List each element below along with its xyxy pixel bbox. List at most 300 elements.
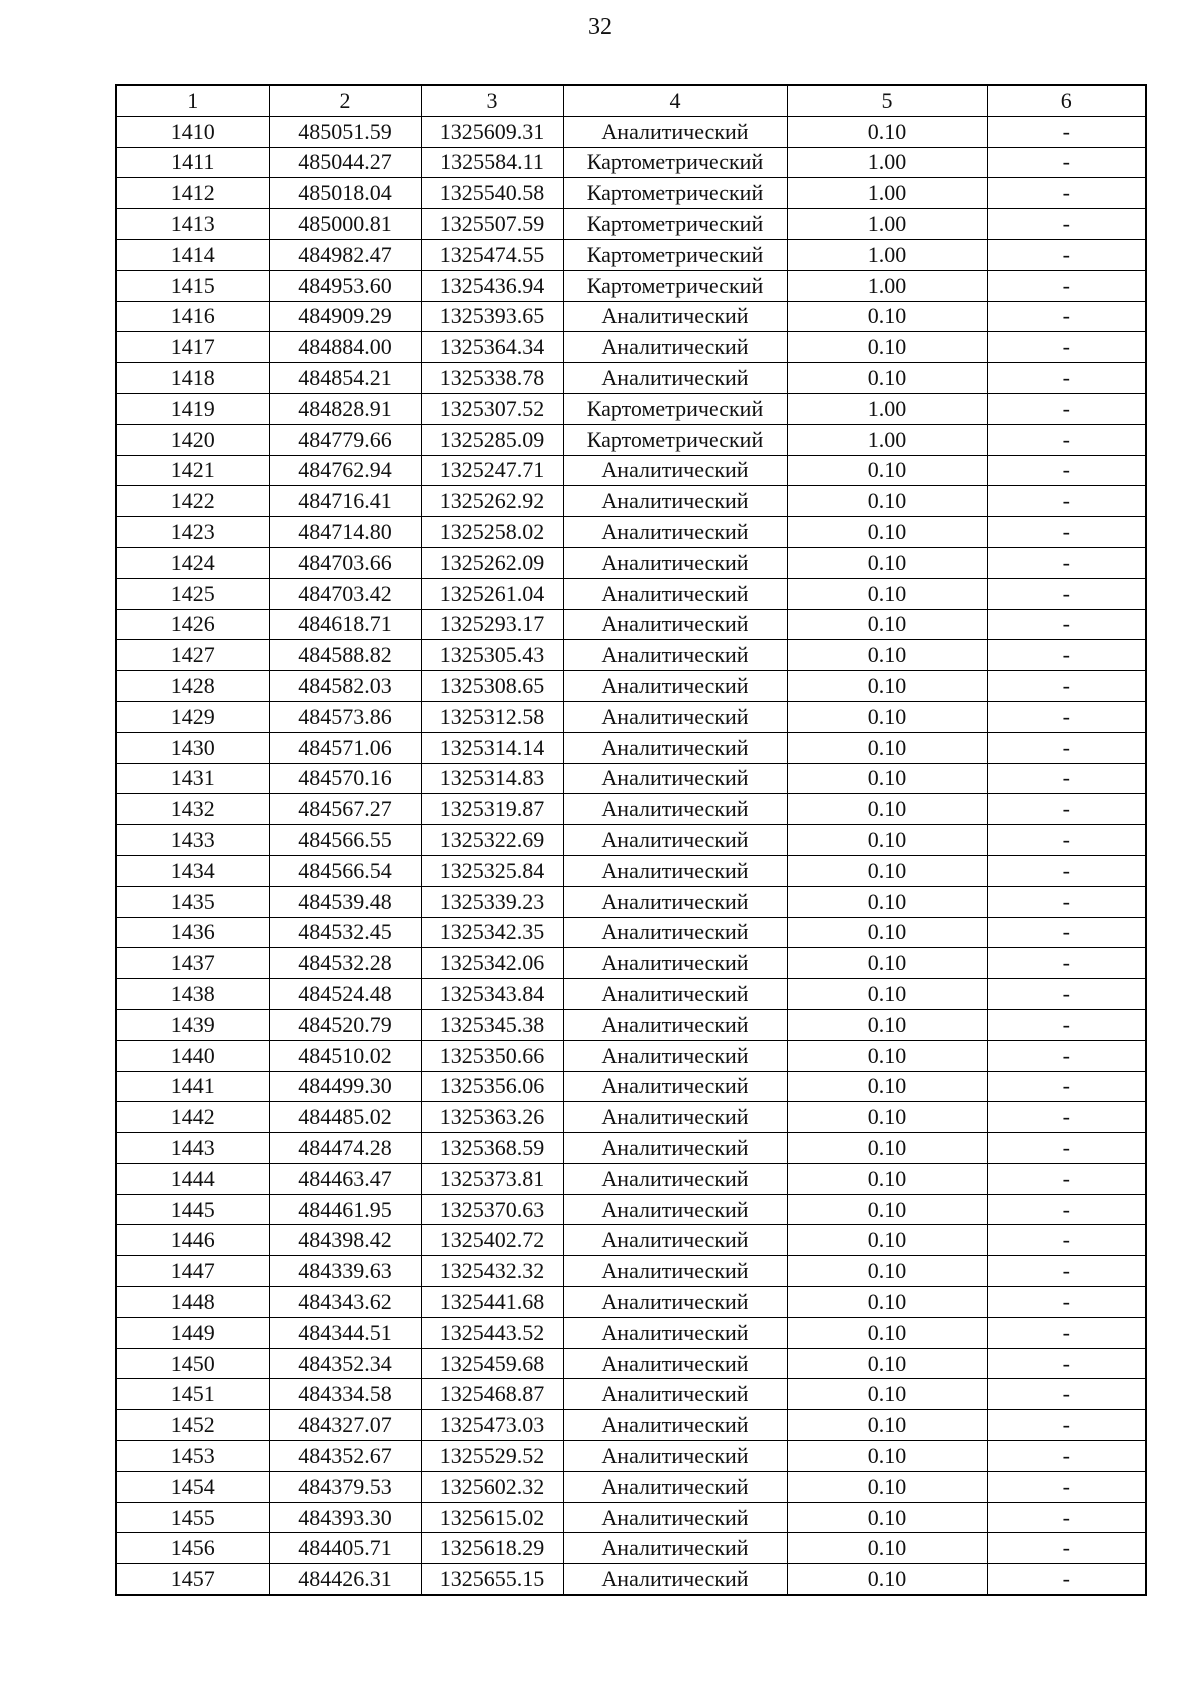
method-cell: Картометрический: [563, 239, 787, 270]
x-coordinate-cell: 484582.03: [269, 671, 421, 702]
x-coordinate-cell: 484532.45: [269, 917, 421, 948]
point-number-cell: 1444: [116, 1163, 269, 1194]
table-row: [116, 147, 1146, 178]
method-cell: Аналитический: [563, 979, 787, 1010]
y-coordinate-cell: 1325468.87: [421, 1379, 563, 1410]
table-row: [116, 701, 1146, 732]
note-cell: -: [987, 239, 1146, 270]
accuracy-cell: 0.10: [787, 1225, 987, 1256]
accuracy-cell: 0.10: [787, 979, 987, 1010]
method-cell: Аналитический: [563, 1410, 787, 1441]
accuracy-cell: 0.10: [787, 486, 987, 517]
method-cell: Аналитический: [563, 1225, 787, 1256]
point-number-cell: 1413: [116, 209, 269, 240]
point-number-cell: 1411: [116, 147, 269, 178]
note-cell: -: [987, 1348, 1146, 1379]
x-coordinate-cell: 484618.71: [269, 609, 421, 640]
y-coordinate-cell: 1325529.52: [421, 1441, 563, 1472]
x-coordinate-cell: 484762.94: [269, 455, 421, 486]
y-coordinate-cell: 1325293.17: [421, 609, 563, 640]
accuracy-cell: 1.00: [787, 393, 987, 424]
y-coordinate-cell: 1325364.34: [421, 332, 563, 363]
x-coordinate-cell: 484588.82: [269, 640, 421, 671]
table-row: [116, 1133, 1146, 1164]
method-cell: Аналитический: [563, 1133, 787, 1164]
method-cell: Аналитический: [563, 1009, 787, 1040]
table-row: [116, 424, 1146, 455]
x-coordinate-cell: 484532.28: [269, 948, 421, 979]
table-row: [116, 1287, 1146, 1318]
accuracy-cell: 0.10: [787, 1071, 987, 1102]
table-row: [116, 979, 1146, 1010]
accuracy-cell: 0.10: [787, 578, 987, 609]
note-cell: -: [987, 825, 1146, 856]
table-row: [116, 1009, 1146, 1040]
x-coordinate-cell: 484571.06: [269, 732, 421, 763]
method-cell: Аналитический: [563, 486, 787, 517]
table-row: [116, 455, 1146, 486]
method-cell: Аналитический: [563, 1441, 787, 1472]
note-cell: -: [987, 1533, 1146, 1564]
accuracy-cell: 1.00: [787, 424, 987, 455]
point-number-cell: 1456: [116, 1533, 269, 1564]
point-number-cell: 1446: [116, 1225, 269, 1256]
y-coordinate-cell: 1325343.84: [421, 979, 563, 1010]
note-cell: -: [987, 855, 1146, 886]
method-cell: Аналитический: [563, 917, 787, 948]
y-coordinate-cell: 1325507.59: [421, 209, 563, 240]
point-number-cell: 1416: [116, 301, 269, 332]
table-row: [116, 671, 1146, 702]
point-number-cell: 1437: [116, 948, 269, 979]
point-number-cell: 1423: [116, 517, 269, 548]
table-row: [116, 209, 1146, 240]
accuracy-cell: 0.10: [787, 517, 987, 548]
note-cell: -: [987, 578, 1146, 609]
note-cell: -: [987, 979, 1146, 1010]
page-number: 32: [588, 14, 612, 40]
method-cell: Аналитический: [563, 1379, 787, 1410]
note-cell: -: [987, 1379, 1146, 1410]
point-number-cell: 1443: [116, 1133, 269, 1164]
column-header: 3: [421, 85, 563, 116]
column-header: 4: [563, 85, 787, 116]
method-cell: Аналитический: [563, 1471, 787, 1502]
accuracy-cell: 0.10: [787, 1256, 987, 1287]
method-cell: Аналитический: [563, 363, 787, 394]
method-cell: Аналитический: [563, 578, 787, 609]
method-cell: Аналитический: [563, 855, 787, 886]
x-coordinate-cell: 485051.59: [269, 116, 421, 147]
note-cell: -: [987, 393, 1146, 424]
column-header: 1: [116, 85, 269, 116]
x-coordinate-cell: 484352.67: [269, 1441, 421, 1472]
method-cell: Аналитический: [563, 1502, 787, 1533]
accuracy-cell: 0.10: [787, 332, 987, 363]
method-cell: Аналитический: [563, 886, 787, 917]
x-coordinate-cell: 484703.66: [269, 547, 421, 578]
method-cell: Аналитический: [563, 1533, 787, 1564]
point-number-cell: 1415: [116, 270, 269, 301]
table-row: [116, 917, 1146, 948]
y-coordinate-cell: 1325307.52: [421, 393, 563, 424]
note-cell: -: [987, 1441, 1146, 1472]
y-coordinate-cell: 1325312.58: [421, 701, 563, 732]
method-cell: Аналитический: [563, 1348, 787, 1379]
point-number-cell: 1450: [116, 1348, 269, 1379]
method-cell: Аналитический: [563, 825, 787, 856]
note-cell: -: [987, 1071, 1146, 1102]
accuracy-cell: 0.10: [787, 1287, 987, 1318]
note-cell: -: [987, 1502, 1146, 1533]
y-coordinate-cell: 1325373.81: [421, 1163, 563, 1194]
note-cell: -: [987, 701, 1146, 732]
note-cell: -: [987, 363, 1146, 394]
x-coordinate-cell: 484327.07: [269, 1410, 421, 1441]
y-coordinate-cell: 1325342.35: [421, 917, 563, 948]
method-cell: Аналитический: [563, 948, 787, 979]
point-number-cell: 1429: [116, 701, 269, 732]
method-cell: Аналитический: [563, 1163, 787, 1194]
x-coordinate-cell: 484779.66: [269, 424, 421, 455]
point-number-cell: 1417: [116, 332, 269, 363]
y-coordinate-cell: 1325615.02: [421, 1502, 563, 1533]
point-number-cell: 1451: [116, 1379, 269, 1410]
table-row: [116, 1379, 1146, 1410]
x-coordinate-cell: 484566.55: [269, 825, 421, 856]
point-number-cell: 1441: [116, 1071, 269, 1102]
accuracy-cell: 1.00: [787, 178, 987, 209]
x-coordinate-cell: 484854.21: [269, 363, 421, 394]
note-cell: -: [987, 517, 1146, 548]
accuracy-cell: 0.10: [787, 1441, 987, 1472]
x-coordinate-cell: 485044.27: [269, 147, 421, 178]
point-number-cell: 1426: [116, 609, 269, 640]
method-cell: Аналитический: [563, 1040, 787, 1071]
note-cell: -: [987, 1317, 1146, 1348]
y-coordinate-cell: 1325441.68: [421, 1287, 563, 1318]
note-cell: -: [987, 1564, 1146, 1595]
note-cell: -: [987, 147, 1146, 178]
table-row: [116, 547, 1146, 578]
note-cell: -: [987, 917, 1146, 948]
table-row: [116, 517, 1146, 548]
point-number-cell: 1421: [116, 455, 269, 486]
table-row: [116, 332, 1146, 363]
y-coordinate-cell: 1325540.58: [421, 178, 563, 209]
note-cell: -: [987, 486, 1146, 517]
accuracy-cell: 1.00: [787, 270, 987, 301]
note-cell: -: [987, 547, 1146, 578]
x-coordinate-cell: 484953.60: [269, 270, 421, 301]
y-coordinate-cell: 1325363.26: [421, 1102, 563, 1133]
accuracy-cell: 0.10: [787, 1471, 987, 1502]
note-cell: -: [987, 609, 1146, 640]
point-number-cell: 1432: [116, 794, 269, 825]
note-cell: -: [987, 671, 1146, 702]
point-number-cell: 1425: [116, 578, 269, 609]
note-cell: -: [987, 948, 1146, 979]
note-cell: -: [987, 1040, 1146, 1071]
note-cell: -: [987, 455, 1146, 486]
point-number-cell: 1414: [116, 239, 269, 270]
x-coordinate-cell: 484379.53: [269, 1471, 421, 1502]
y-coordinate-cell: 1325370.63: [421, 1194, 563, 1225]
note-cell: -: [987, 1133, 1146, 1164]
note-cell: -: [987, 1256, 1146, 1287]
accuracy-cell: 0.10: [787, 547, 987, 578]
point-number-cell: 1438: [116, 979, 269, 1010]
y-coordinate-cell: 1325618.29: [421, 1533, 563, 1564]
note-cell: -: [987, 1225, 1146, 1256]
note-cell: -: [987, 794, 1146, 825]
accuracy-cell: 1.00: [787, 239, 987, 270]
accuracy-cell: 0.10: [787, 1102, 987, 1133]
note-cell: -: [987, 1194, 1146, 1225]
note-cell: -: [987, 332, 1146, 363]
table-row: [116, 1441, 1146, 1472]
point-number-cell: 1410: [116, 116, 269, 147]
x-coordinate-cell: 485000.81: [269, 209, 421, 240]
y-coordinate-cell: 1325459.68: [421, 1348, 563, 1379]
accuracy-cell: 0.10: [787, 1533, 987, 1564]
accuracy-cell: 0.10: [787, 1502, 987, 1533]
method-cell: Аналитический: [563, 547, 787, 578]
accuracy-cell: 0.10: [787, 640, 987, 671]
point-number-cell: 1457: [116, 1564, 269, 1595]
method-cell: Аналитический: [563, 301, 787, 332]
point-number-cell: 1412: [116, 178, 269, 209]
point-number-cell: 1453: [116, 1441, 269, 1472]
method-cell: Аналитический: [563, 517, 787, 548]
method-cell: Аналитический: [563, 1102, 787, 1133]
note-cell: -: [987, 178, 1146, 209]
table-header-row: [116, 85, 1146, 116]
table-row: [116, 763, 1146, 794]
point-number-cell: 1445: [116, 1194, 269, 1225]
note-cell: -: [987, 1009, 1146, 1040]
method-cell: Аналитический: [563, 455, 787, 486]
point-number-cell: 1434: [116, 855, 269, 886]
y-coordinate-cell: 1325262.92: [421, 486, 563, 517]
table-row: [116, 1225, 1146, 1256]
accuracy-cell: 1.00: [787, 147, 987, 178]
x-coordinate-cell: 484539.48: [269, 886, 421, 917]
accuracy-cell: 0.10: [787, 455, 987, 486]
point-number-cell: 1447: [116, 1256, 269, 1287]
point-number-cell: 1440: [116, 1040, 269, 1071]
point-number-cell: 1433: [116, 825, 269, 856]
y-coordinate-cell: 1325308.65: [421, 671, 563, 702]
y-coordinate-cell: 1325261.04: [421, 578, 563, 609]
x-coordinate-cell: 484499.30: [269, 1071, 421, 1102]
point-number-cell: 1448: [116, 1287, 269, 1318]
column-header: 6: [987, 85, 1146, 116]
accuracy-cell: 0.10: [787, 1317, 987, 1348]
method-cell: Аналитический: [563, 116, 787, 147]
method-cell: Картометрический: [563, 178, 787, 209]
accuracy-cell: 0.10: [787, 1040, 987, 1071]
x-coordinate-cell: 484426.31: [269, 1564, 421, 1595]
point-number-cell: 1424: [116, 547, 269, 578]
point-number-cell: 1449: [116, 1317, 269, 1348]
point-number-cell: 1439: [116, 1009, 269, 1040]
method-cell: Аналитический: [563, 732, 787, 763]
point-number-cell: 1454: [116, 1471, 269, 1502]
accuracy-cell: 0.10: [787, 1009, 987, 1040]
accuracy-cell: 0.10: [787, 855, 987, 886]
y-coordinate-cell: 1325247.71: [421, 455, 563, 486]
accuracy-cell: 0.10: [787, 732, 987, 763]
point-number-cell: 1419: [116, 393, 269, 424]
column-header: 5: [787, 85, 987, 116]
y-coordinate-cell: 1325393.65: [421, 301, 563, 332]
x-coordinate-cell: 484352.34: [269, 1348, 421, 1379]
accuracy-cell: 0.10: [787, 671, 987, 702]
accuracy-cell: 0.10: [787, 301, 987, 332]
y-coordinate-cell: 1325602.32: [421, 1471, 563, 1502]
note-cell: -: [987, 301, 1146, 332]
point-number-cell: 1422: [116, 486, 269, 517]
x-coordinate-cell: 484714.80: [269, 517, 421, 548]
point-number-cell: 1436: [116, 917, 269, 948]
x-coordinate-cell: 484520.79: [269, 1009, 421, 1040]
y-coordinate-cell: 1325655.15: [421, 1564, 563, 1595]
note-cell: -: [987, 763, 1146, 794]
x-coordinate-cell: 484405.71: [269, 1533, 421, 1564]
point-number-cell: 1431: [116, 763, 269, 794]
column-header: 2: [269, 85, 421, 116]
x-coordinate-cell: 484474.28: [269, 1133, 421, 1164]
point-number-cell: 1430: [116, 732, 269, 763]
y-coordinate-cell: 1325474.55: [421, 239, 563, 270]
x-coordinate-cell: 484461.95: [269, 1194, 421, 1225]
y-coordinate-cell: 1325402.72: [421, 1225, 563, 1256]
note-cell: -: [987, 1287, 1146, 1318]
x-coordinate-cell: 485018.04: [269, 178, 421, 209]
table-row: [116, 393, 1146, 424]
x-coordinate-cell: 484524.48: [269, 979, 421, 1010]
table-row: [116, 301, 1146, 332]
y-coordinate-cell: 1325342.06: [421, 948, 563, 979]
method-cell: Аналитический: [563, 1071, 787, 1102]
table-row: [116, 486, 1146, 517]
method-cell: Аналитический: [563, 1564, 787, 1595]
y-coordinate-cell: 1325432.32: [421, 1256, 563, 1287]
point-number-cell: 1427: [116, 640, 269, 671]
table-row: [116, 1071, 1146, 1102]
accuracy-cell: 0.10: [787, 609, 987, 640]
note-cell: -: [987, 1410, 1146, 1441]
note-cell: -: [987, 732, 1146, 763]
table-row: [116, 1471, 1146, 1502]
table-row: [116, 1163, 1146, 1194]
y-coordinate-cell: 1325262.09: [421, 547, 563, 578]
method-cell: Аналитический: [563, 640, 787, 671]
x-coordinate-cell: 484573.86: [269, 701, 421, 732]
y-coordinate-cell: 1325314.14: [421, 732, 563, 763]
y-coordinate-cell: 1325584.11: [421, 147, 563, 178]
table-row: [116, 1564, 1146, 1595]
method-cell: Картометрический: [563, 147, 787, 178]
table-row: [116, 578, 1146, 609]
table-row: [116, 1533, 1146, 1564]
table-row: [116, 178, 1146, 209]
accuracy-cell: 0.10: [787, 363, 987, 394]
accuracy-cell: 0.10: [787, 917, 987, 948]
table-row: [116, 1194, 1146, 1225]
coordinates-table: [115, 84, 1147, 1596]
table-row: [116, 1102, 1146, 1133]
accuracy-cell: 0.10: [787, 763, 987, 794]
table-row: [116, 270, 1146, 301]
y-coordinate-cell: 1325350.66: [421, 1040, 563, 1071]
note-cell: -: [987, 1163, 1146, 1194]
x-coordinate-cell: 484398.42: [269, 1225, 421, 1256]
y-coordinate-cell: 1325609.31: [421, 116, 563, 147]
accuracy-cell: 0.10: [787, 1564, 987, 1595]
accuracy-cell: 0.10: [787, 1379, 987, 1410]
y-coordinate-cell: 1325473.03: [421, 1410, 563, 1441]
method-cell: Аналитический: [563, 1287, 787, 1318]
note-cell: -: [987, 270, 1146, 301]
accuracy-cell: 0.10: [787, 794, 987, 825]
method-cell: Картометрический: [563, 424, 787, 455]
accuracy-cell: 1.00: [787, 209, 987, 240]
x-coordinate-cell: 484716.41: [269, 486, 421, 517]
note-cell: -: [987, 640, 1146, 671]
x-coordinate-cell: 484570.16: [269, 763, 421, 794]
note-cell: -: [987, 116, 1146, 147]
table-row: [116, 1317, 1146, 1348]
x-coordinate-cell: 484510.02: [269, 1040, 421, 1071]
x-coordinate-cell: 484703.42: [269, 578, 421, 609]
x-coordinate-cell: 484982.47: [269, 239, 421, 270]
table-body: [116, 116, 1146, 1595]
table-row: [116, 825, 1146, 856]
method-cell: Аналитический: [563, 1256, 787, 1287]
x-coordinate-cell: 484566.54: [269, 855, 421, 886]
x-coordinate-cell: 484343.62: [269, 1287, 421, 1318]
point-number-cell: 1435: [116, 886, 269, 917]
x-coordinate-cell: 484828.91: [269, 393, 421, 424]
accuracy-cell: 0.10: [787, 1163, 987, 1194]
accuracy-cell: 0.10: [787, 825, 987, 856]
method-cell: Аналитический: [563, 671, 787, 702]
point-number-cell: 1428: [116, 671, 269, 702]
y-coordinate-cell: 1325338.78: [421, 363, 563, 394]
note-cell: -: [987, 424, 1146, 455]
y-coordinate-cell: 1325443.52: [421, 1317, 563, 1348]
accuracy-cell: 0.10: [787, 1348, 987, 1379]
y-coordinate-cell: 1325436.94: [421, 270, 563, 301]
point-number-cell: 1418: [116, 363, 269, 394]
accuracy-cell: 0.10: [787, 886, 987, 917]
x-coordinate-cell: 484334.58: [269, 1379, 421, 1410]
y-coordinate-cell: 1325368.59: [421, 1133, 563, 1164]
table-row: [116, 609, 1146, 640]
y-coordinate-cell: 1325305.43: [421, 640, 563, 671]
table-row: [116, 640, 1146, 671]
table-row: [116, 1348, 1146, 1379]
y-coordinate-cell: 1325322.69: [421, 825, 563, 856]
accuracy-cell: 0.10: [787, 1194, 987, 1225]
table-row: [116, 732, 1146, 763]
method-cell: Картометрический: [563, 209, 787, 240]
y-coordinate-cell: 1325345.38: [421, 1009, 563, 1040]
y-coordinate-cell: 1325258.02: [421, 517, 563, 548]
y-coordinate-cell: 1325356.06: [421, 1071, 563, 1102]
